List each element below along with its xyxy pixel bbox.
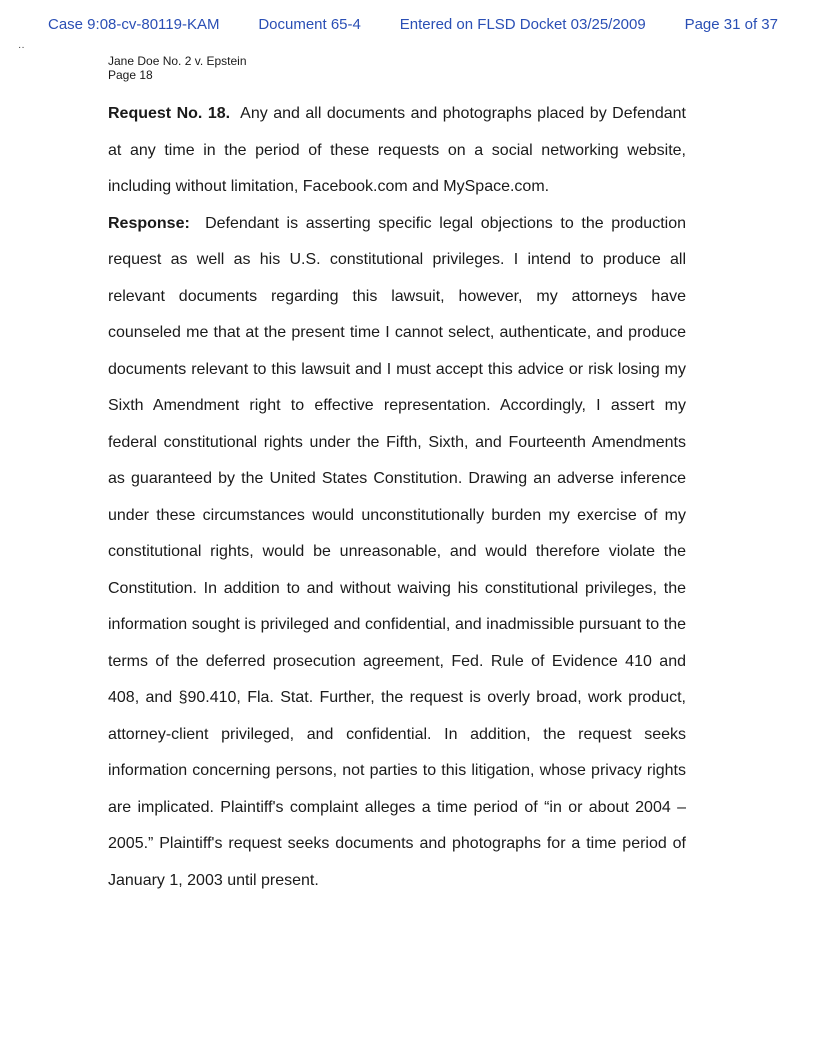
request-paragraph: [108, 96, 686, 206]
docket-entry: Entered on FLSD Docket 03/25/2009: [399, 16, 646, 33]
scan-mark: ··: [18, 42, 25, 53]
docket-stamp: [48, 16, 778, 33]
page-count: Page 31 of 37: [684, 16, 778, 33]
case-title: Jane Doe No. 2 v. Epstein: [108, 54, 247, 68]
request-text: Any and all documents and photographs placed by Defendant at any time in the period of these requests on a social networking website, including without limitation, Facebook.com and MySpace.com.: [108, 105, 687, 195]
document-number: Document 65-4: [258, 16, 361, 33]
request-label: Request No. 18.: [108, 105, 231, 122]
response-text: Defendant is asserting specific legal objections to the production request as well as his U.S. constitutional privileges. I intend to produce all relevant documents regarding this lawsuit, however, my attorneys have counseled me that at the present time I cannot select, authenticate, and produce documents relevant to this lawsuit and I must accept this advice or risk losing my Sixth Amendment right to effective representation. Accordingly, I assert my federal constitutional rights under the Fifth, Sixth, and Fourteenth Amendments as guaranteed by the United States Constitution. Drawing an adverse inference under these circumstances would unconstitutionally burden my exercise of my constitutional rights, would be unreasonable, and would therefore violate the Constitution. In addition to and without waiving his constitutional privileges, the information sought is privileged and confidential, and inadmissible pursuant to the terms of the deferred prosecution agreement, Fed. Rule of Evidence 410 and 408, and §90.410, Fla. Stat. Further, the request is overly broad, work product, attorney-client privileged, and confidential. In addition, the request seeks information concerning persons, not parties to this litigation, whose privacy rights are implicated. Plaintiff's complaint alleges a time period of “in or about 2004 – 2005.” Plaintiff's request seeks documents and photographs for a time period of January 1, 2003 until present.: [108, 214, 686, 889]
response-label: Response:: [108, 214, 190, 232]
document-body: [108, 96, 686, 899]
case-number: Case 9:08-cv-80119-KAM: [48, 16, 220, 33]
response-paragraph: [108, 206, 686, 900]
page-number: Page 18: [108, 68, 153, 82]
page-header: [108, 54, 247, 82]
